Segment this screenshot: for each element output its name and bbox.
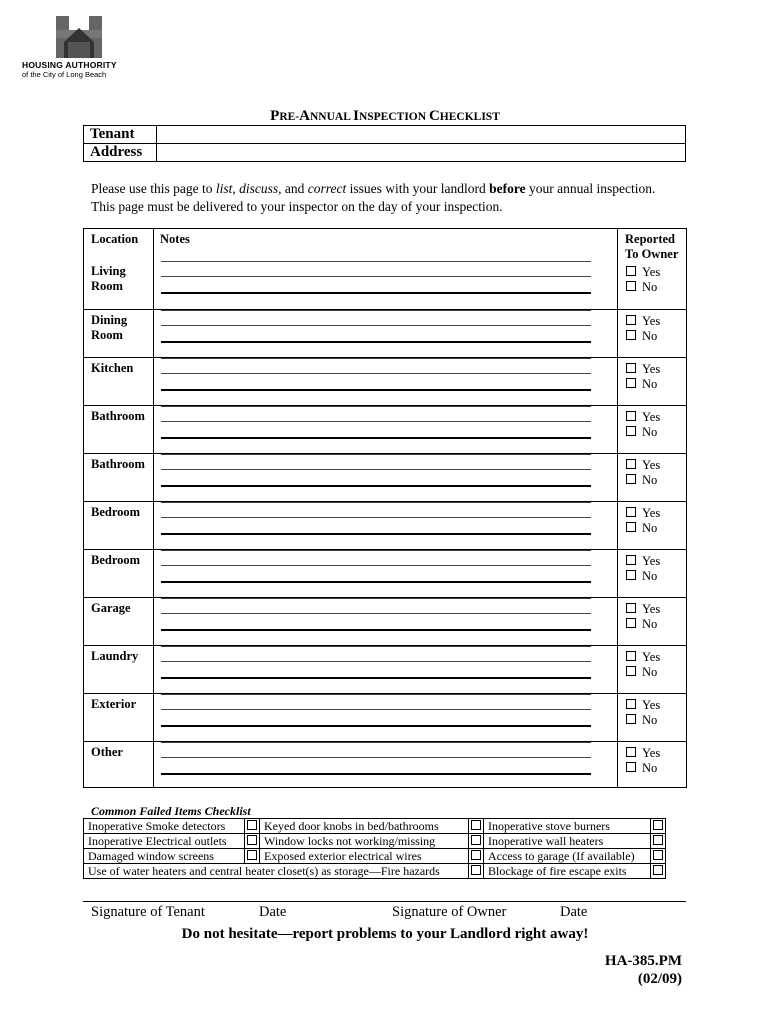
tenant-signature-label: Signature of Tenant <box>91 904 205 920</box>
location-label: Bathroom <box>91 457 145 471</box>
cfi-item: Exposed exterior electrical wires <box>260 849 469 864</box>
no-checkbox[interactable]: No <box>626 617 657 632</box>
yes-checkbox[interactable]: Yes <box>626 698 660 713</box>
notes-line[interactable] <box>161 757 591 758</box>
notes-line[interactable] <box>161 502 591 503</box>
no-checkbox[interactable]: No <box>626 569 657 584</box>
notes-line[interactable] <box>161 373 591 374</box>
notes-line[interactable] <box>161 661 591 662</box>
table-row <box>84 501 686 550</box>
no-checkbox[interactable]: No <box>626 761 657 776</box>
cfi-item: Window locks not working/missing <box>260 834 469 849</box>
cfi-checkbox[interactable] <box>469 864 484 879</box>
notes-line[interactable] <box>161 709 591 710</box>
cfi-checkbox[interactable] <box>245 834 260 849</box>
yes-checkbox[interactable]: Yes <box>626 362 660 377</box>
cfi-item: Keyed door knobs in bed/bathrooms <box>260 819 469 834</box>
yes-checkbox[interactable]: Yes <box>626 650 660 665</box>
checkbox-icon <box>626 522 636 532</box>
notes-line[interactable] <box>161 469 591 470</box>
checkbox-icon <box>626 474 636 484</box>
cfi-checkbox[interactable] <box>469 849 484 864</box>
location-label: Laundry <box>91 649 139 663</box>
checkbox-icon <box>626 378 636 388</box>
table-row <box>84 453 686 502</box>
logo-line-1: HOUSING AUTHORITY <box>22 60 117 70</box>
notes-line[interactable] <box>161 325 591 326</box>
no-checkbox[interactable]: No <box>626 665 657 680</box>
checkbox-icon <box>626 666 636 676</box>
checkbox-icon <box>626 315 636 325</box>
cfi-item: Use of water heaters and central heater closet(s) as storage—Fire hazards <box>84 864 469 879</box>
table-row <box>84 693 686 742</box>
cfi-checkbox[interactable] <box>469 819 484 834</box>
reported-header: Reported To Owner <box>625 232 679 261</box>
cfi-checkbox[interactable] <box>651 834 666 849</box>
notes-line[interactable] <box>161 292 591 294</box>
checkbox-icon <box>626 266 636 276</box>
cfi-item: Inoperative wall heaters <box>484 834 651 849</box>
no-checkbox[interactable]: No <box>626 280 657 295</box>
logo-line-2: of the City of Long Beach <box>22 70 107 79</box>
cfi-checkbox[interactable] <box>469 834 484 849</box>
checkbox-icon <box>626 603 636 613</box>
notes-line[interactable] <box>161 517 591 518</box>
yes-checkbox[interactable]: Yes <box>626 458 660 473</box>
location-label: Exterior <box>91 697 137 711</box>
tenant-address-table <box>83 125 686 162</box>
no-checkbox[interactable]: No <box>626 713 657 728</box>
location-label: Living Room <box>91 264 126 293</box>
address-label: Address <box>84 144 157 162</box>
notes-line[interactable] <box>161 421 591 422</box>
checkbox-icon <box>626 411 636 421</box>
no-checkbox[interactable]: No <box>626 425 657 440</box>
notes-line[interactable] <box>161 341 591 343</box>
table-row <box>84 261 686 309</box>
tenant-label: Tenant <box>84 126 157 144</box>
checkbox-icon <box>626 618 636 628</box>
yes-checkbox[interactable]: Yes <box>626 746 660 761</box>
checkbox-icon <box>626 426 636 436</box>
cfi-checkbox[interactable] <box>245 849 260 864</box>
table-row <box>84 741 686 790</box>
yes-checkbox[interactable]: Yes <box>626 554 660 569</box>
notes-line[interactable] <box>161 646 591 647</box>
location-label: Bathroom <box>91 409 145 423</box>
notes-header: Notes <box>160 232 190 246</box>
checkbox-icon <box>626 459 636 469</box>
notes-line[interactable] <box>161 550 591 551</box>
location-label: Dining Room <box>91 313 128 342</box>
checkbox-icon <box>626 570 636 580</box>
intro-text: Please use this page to list, discuss, and correct issues with your landlord before your annual inspection. This page must be delivered to your inspector on the day of your inspection. <box>91 181 656 214</box>
table-row <box>84 597 686 646</box>
cfi-checkbox[interactable] <box>651 819 666 834</box>
cfi-item: Inoperative Smoke detectors <box>84 819 245 834</box>
checkbox-icon <box>626 699 636 709</box>
notes-line[interactable] <box>161 629 591 631</box>
table-row <box>84 357 686 406</box>
notes-line[interactable] <box>161 742 591 743</box>
yes-checkbox[interactable]: Yes <box>626 602 660 617</box>
address-field[interactable] <box>157 144 686 162</box>
cfi-checkbox[interactable] <box>651 849 666 864</box>
owner-date-label: Date <box>560 904 588 920</box>
checkbox-icon <box>626 714 636 724</box>
logo-mark-icon <box>56 16 102 58</box>
cfi-checkbox[interactable] <box>651 864 666 879</box>
yes-checkbox[interactable]: Yes <box>626 506 660 521</box>
form-number: HA-385.PM (02/09) <box>604 953 682 987</box>
notes-line[interactable] <box>161 725 591 727</box>
inspection-table <box>83 228 687 788</box>
checkbox-icon <box>626 507 636 517</box>
notes-line[interactable] <box>161 565 591 566</box>
location-label: Bedroom <box>91 553 141 567</box>
cfi-checkbox[interactable] <box>245 819 260 834</box>
checkbox-icon <box>626 651 636 661</box>
no-checkbox[interactable]: No <box>626 473 657 488</box>
location-label: Garage <box>91 601 131 615</box>
notes-line[interactable] <box>161 389 591 391</box>
no-checkbox[interactable]: No <box>626 521 657 536</box>
cfi-item: Inoperative stove burners <box>484 819 651 834</box>
location-header: Location <box>91 232 139 246</box>
table-row <box>84 309 686 358</box>
footer-message: Do not hesitate—report problems to your Landlord right away! <box>181 926 589 942</box>
location-label: Kitchen <box>91 361 134 375</box>
notes-line[interactable] <box>161 310 591 311</box>
checkbox-icon <box>626 363 636 373</box>
cfi-item: Damaged window screens <box>84 849 245 864</box>
cfi-title: Common Failed Items Checklist <box>91 804 251 818</box>
owner-signature-label: Signature of Owner <box>392 904 507 920</box>
tenant-date-label: Date <box>259 904 287 920</box>
table-row <box>84 405 686 454</box>
notes-line[interactable] <box>161 485 591 487</box>
notes-line[interactable] <box>161 261 591 262</box>
cfi-item: Access to garage (If available) <box>484 849 651 864</box>
location-label: Other <box>91 745 123 759</box>
page-title: PRE-ANNUAL INSPECTION CHECKLIST <box>270 108 500 124</box>
table-row <box>84 549 686 598</box>
notes-line[interactable] <box>161 437 591 439</box>
checkbox-icon <box>626 762 636 772</box>
notes-line[interactable] <box>161 276 591 277</box>
housing-authority-logo <box>22 16 142 78</box>
signature-line <box>83 901 686 902</box>
location-label: Bedroom <box>91 505 141 519</box>
notes-line[interactable] <box>161 694 591 695</box>
yes-checkbox[interactable]: Yes <box>626 314 660 329</box>
notes-line[interactable] <box>161 598 591 599</box>
notes-line[interactable] <box>161 613 591 614</box>
table-row <box>84 645 686 694</box>
cfi-item: Blockage of fire escape exits <box>484 864 651 879</box>
notes-line[interactable] <box>161 406 591 407</box>
cfi-item: Inoperative Electrical outlets <box>84 834 245 849</box>
notes-line[interactable] <box>161 358 591 359</box>
checkbox-icon <box>626 330 636 340</box>
notes-line[interactable] <box>161 454 591 455</box>
checkbox-icon <box>626 281 636 291</box>
notes-line[interactable] <box>161 773 591 775</box>
notes-line[interactable] <box>161 533 591 535</box>
yes-checkbox[interactable]: Yes <box>626 410 660 425</box>
no-checkbox[interactable]: No <box>626 329 657 344</box>
common-failed-items-table <box>83 818 666 879</box>
notes-line[interactable] <box>161 677 591 679</box>
checkbox-icon <box>626 747 636 757</box>
yes-checkbox[interactable]: Yes <box>626 265 660 280</box>
no-checkbox[interactable]: No <box>626 377 657 392</box>
notes-line[interactable] <box>161 581 591 583</box>
tenant-field[interactable] <box>157 126 686 144</box>
checkbox-icon <box>626 555 636 565</box>
